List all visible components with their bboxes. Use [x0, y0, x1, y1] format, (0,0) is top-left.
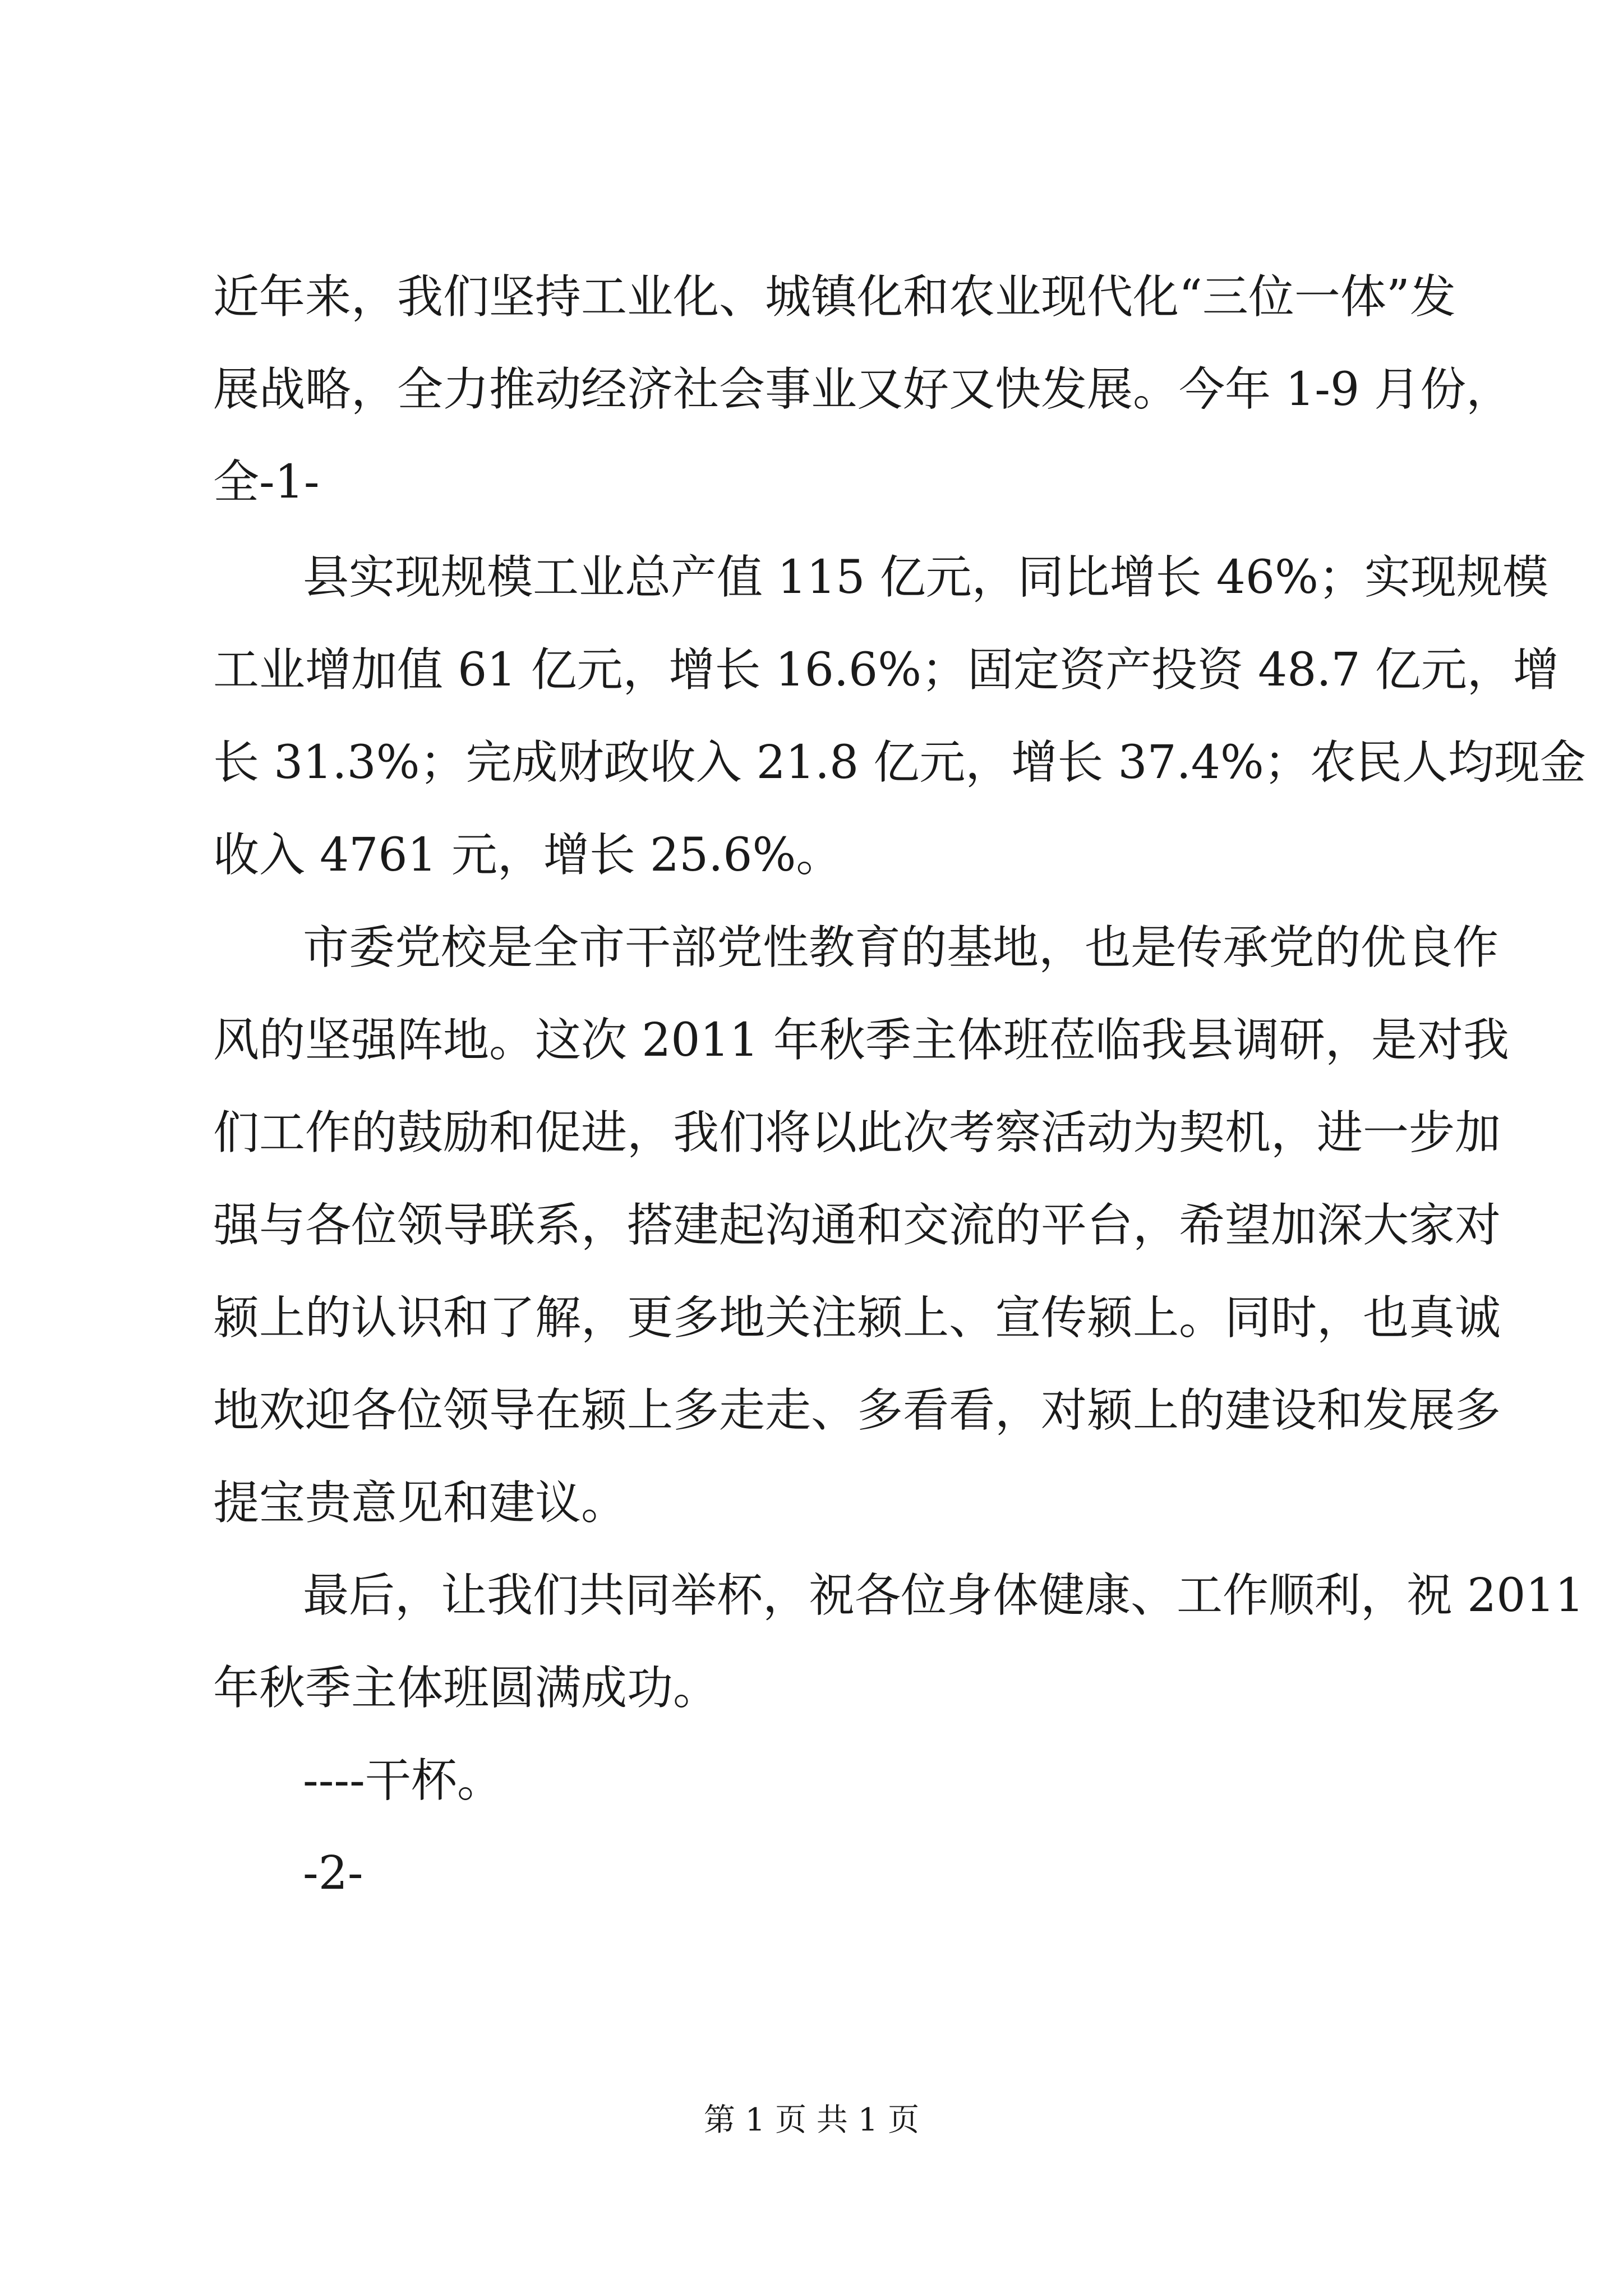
text-line: 风的坚强阵地。这次 2011 年秋季主体班莅临我县调研，是对我 — [213, 1014, 1509, 1067]
text-line: 强与各位领导联系，搭建起沟通和交流的平台，希望加深大家对 — [213, 1199, 1501, 1252]
text-line: 近年来，我们坚持工业化、城镇化和农业现代化“三位一体”发 — [213, 270, 1456, 324]
text-line: 收入 4761 元，增长 25.6%。 — [213, 829, 842, 882]
text-line: 全-1- — [213, 455, 320, 509]
text-line: 颍上的认识和了解，更多地关注颍上、宣传颍上。同时，也真诚 — [213, 1291, 1501, 1345]
page-footer: 第 1 页 共 1 页 — [703, 2102, 920, 2138]
text-line: 们工作的鼓励和促进，我们将以此次考察活动为契机，进一步加 — [213, 1106, 1501, 1159]
text-line: 市委党校是全市干部党性教育的基地，也是传承党的优良作 — [303, 921, 1499, 974]
text-line: 县实现规模工业总产值 115 亿元，同比增长 46%；实现规模 — [303, 551, 1548, 604]
text-line: -2- — [303, 1847, 363, 1900]
text-line: 展战略，全力推动经济社会事业又好又快发展。今年 1-9 月份， — [213, 363, 1513, 416]
text-line: ----干杯。 — [303, 1754, 503, 1807]
text-line: 提宝贵意见和建议。 — [213, 1476, 628, 1530]
text-line: 年秋季主体班圆满成功。 — [213, 1662, 720, 1715]
text-line: 最后，让我们共同举杯，祝各位身体健康、工作顺利，祝 2011 — [303, 1569, 1584, 1622]
text-line: 工业增加值 61 亿元，增长 16.6%；固定资产投资 48.7 亿元，增 — [213, 643, 1559, 697]
text-line: 长 31.3%；完成财政收入 21.8 亿元，增长 37.4%；农民人均现金 — [213, 736, 1586, 789]
text-line: 地欢迎各位领导在颍上多走走、多看看，对颍上的建设和发展多 — [213, 1384, 1501, 1437]
